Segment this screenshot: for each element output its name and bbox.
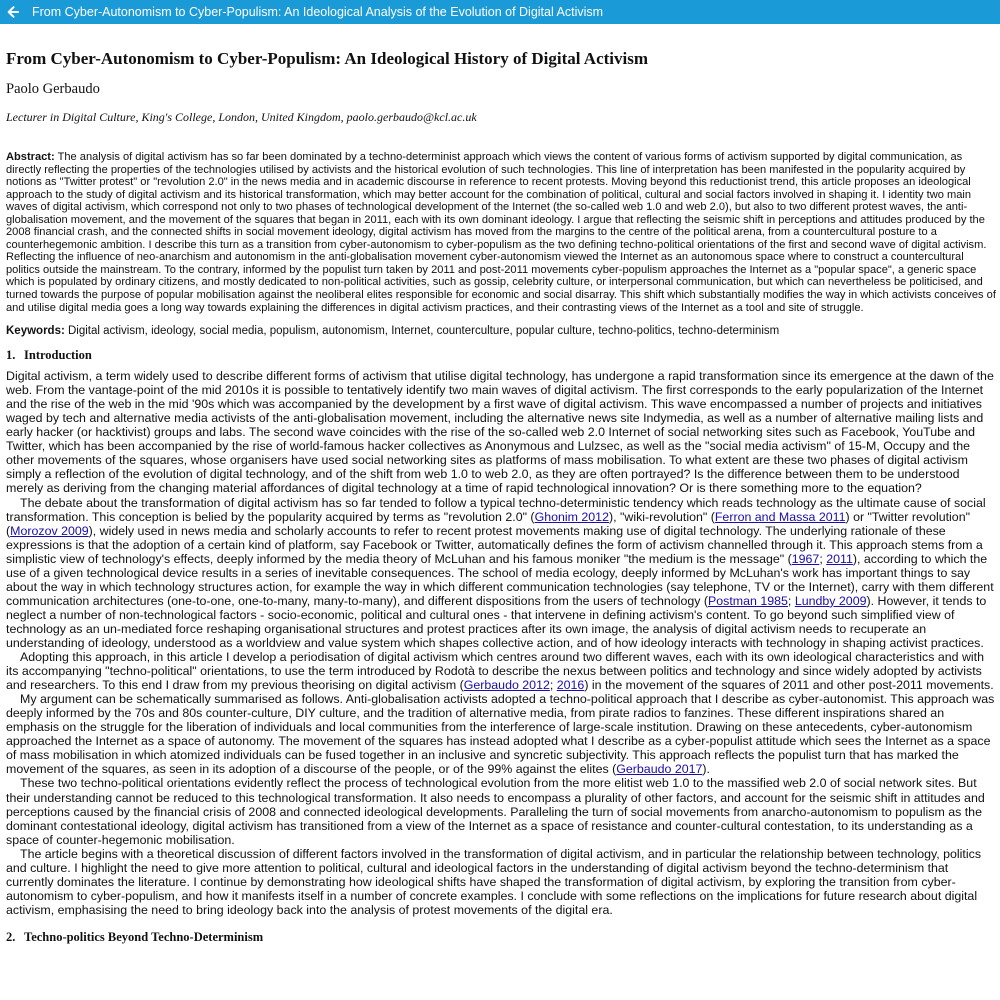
citation-link[interactable]: Ferron and Massa 2011 <box>714 509 846 524</box>
author-name: Paolo Gerbaudo <box>6 81 100 97</box>
top-bar <box>0 0 1000 24</box>
article-content <box>6 24 996 945</box>
text-span: ). <box>702 762 710 777</box>
section-number: 2. <box>6 929 16 944</box>
text-span: ). However, it tends to neglect a number of non-technological factors - socio-economic, political and cultural ones - that intervene in defining activism's content. To go beyond such simplified view of technology as an un-mediated force reshaping organisational structures and protest practices after its own image, the analysis of digital activism needs to recuperate an understanding of ideology, understood as a worldview and value system which shapes collective action, and of how ideology interacts with technology in shaping activist practices. <box>6 593 987 650</box>
section-heading-introduction <box>6 348 996 363</box>
citation-link[interactable]: 2016 <box>556 678 585 693</box>
paragraph-6: The article begins with a theoretical discussion of different factors involved in the transformation of digital activism, and in particular the relationship between technology, politics and culture. I highlight the need to give more attention to political, cultural and ideological factors in the understanding of digital activism beyond the techno-determinism that currently dominates the literature. I continue by demonstrating how ideological shifts have shaped the transformation of digital activism, by exploring the transition from cyber-autonomism to cyber-populism, and how it manifests itself in a number of concrete examples. I conclude with some reflections on the implications for future research about digital activism, emphasising the need to bring ideology back into the analysis of protest movements of the digital era. <box>6 846 982 917</box>
window-title: From Cyber-Autonomism to Cyber-Populism: An Ideological Analysis of the Evolution of Digital Activism <box>32 5 604 19</box>
article-title: From Cyber-Autonomism to Cyber-Populism: An Ideological History of Digital Activism <box>6 49 649 68</box>
paragraph-2 <box>6 496 996 651</box>
section-heading-techno-politics <box>6 930 996 945</box>
citation-link[interactable]: Gerbaudo 2012 <box>463 678 550 693</box>
citation-link[interactable]: Morozov 2009 <box>10 523 89 538</box>
paragraph-3 <box>6 650 996 692</box>
text-span: ; <box>549 678 557 693</box>
abstract-text: The analysis of digital activism has so far been dominated by a techno-determinist approach which views the content of various forms of activism supported by digital communication, as directly reflecting the properties of the technologies utilised by activists and the historical evolution of such technologies. This line of interpretation has been manifested in the popularity acquired by notions as "Twitter protest" or "revolution 2.0" in the news media and in academic discourse in reference to recent protests. Moving beyond this reductionist trend, this article proposes an ideological approach to the study of digital activism and its historical transformation, which may better account for the combination of political, cultural and social factors involved in shaping it. I identity two main waves of digital activism, which correspond not only to two phases of technological development of the Internet (the so-called web 1.0 and web 2.0), but also to two different protest waves, the anti-globalisation movement, and the movement of the squares that began in 2011, each with its own dominant ideology. I argue that reflecting the seismic shift in perceptions and attitudes produced by the 2008 financial crash, and the connected shifts in social movement ideology, digital activism has moved from the margins to the centre of the political arena, from a countercultural posture to a counterhegemonic ambition. I describe this turn as a transition from cyber-autonomism to cyber-populism as the two defining techno-political orientations of the first and second wave of digital activism. Reflecting the influence of neo-anarchism and autonomism in the anti-globalisation movement cyber-autonomism viewed the Internet as an autonomous space where to construct a countercultural politics outside the mainstream. To the contrary, informed by the populist turn taken by 2011 and post-2011 movements cyber-populism approaches the Internet as a "popular space", a generic space which is populated by ordinary citizens, and mostly dedicated to non-political activities, such as gossip, celebrity culture, or interpersonal communication, but which can nevertheless be politicised, and turned towards the purpose of popular mobilisation against the neoliberal elites responsible for economic and social disarray. This shift which substantially modifies the way in which activists conceives of and utilise digital media goes a long way towards explaining the differences in digital activism practices, and their contrasting views of the Internet as a tool and site of struggle. <box>6 151 996 314</box>
citation-link[interactable]: 2011 <box>826 551 853 566</box>
text-span: ; <box>819 551 827 566</box>
abstract <box>6 151 996 314</box>
text-span: ), "wiki-revolution" ( <box>608 509 715 524</box>
text-span: Adopting this approach, in this article I develop a periodisation of digital activism which centres around two different waves, each with its own ideological characteristics and with its accompanying "techno-political" orientations, to use the term introduced by Rodotà to describe the nexus between politics and technology and since widely adopted by activists and researchers. To this end I draw from my previous theorising on digital activism ( <box>6 650 984 693</box>
citation-link[interactable]: Lundby 2009 <box>794 593 867 608</box>
citation-link[interactable]: Ghonim 2012 <box>534 509 609 524</box>
text-span: ), according to which the use of a given technological device results in a series of inevitable consequences. The school of media ecology, deeply informed by McLuhan's work has important things to say about the way in which technology structures action, for example the way in which different communication technologies (say telephone, TV or the Internet), carry with them different communication architectures (one-to-one, one-to-many, many-to-many), and different dispositions from the users of technology ( <box>6 551 994 608</box>
text-span: ) in the movement of the squares of 2011 and other post-2011 movements. <box>584 678 994 693</box>
text-span: ), widely used in news media and scholarly accounts to refer to recent protest movements making use of digital technology. The underlying rationale of these expressions is that the adoption of a certain kind of platform, say Facebook or Twitter, automatically defines the form of activism channelled through it. This approach stems from a simplistic view of technology's effects, deeply informed by the media theory of McLuhan and his famous moniker "the medium is the message" ( <box>6 523 983 566</box>
paragraph-5: These two techno-political orientations evidently reflect the process of technological evolution from the more elitist web 1.0 to the massified web 2.0 of social network sites. But their understanding cannot be reduced to this technological transformation. It also needs to encompass a plurality of other factors, and account for the seismic shift in attitudes and perceptions caused by the financial crisis of 2008 and connected ideological developments. Paralleling the turn of social movements from anarcho-autonomism to populism as the dominant contestational ideology, digital activism has transitioned from a view of the Internet as a space of resistance and counter-cultural contestation, to its understanding as a space of counter-hegemonic mobilisation. <box>6 776 985 847</box>
section-title: Introduction <box>24 348 92 363</box>
keywords <box>6 324 996 338</box>
citation-link[interactable]: Gerbaudo 2017 <box>616 762 703 777</box>
citation-link[interactable]: Postman 1985 <box>708 593 788 608</box>
abstract-label: Abstract: <box>6 151 55 163</box>
keywords-text: Digital activism, ideology, social media, populism, autonomism, Internet, counterculture, popular culture, techno-politics, techno-determinism <box>68 325 780 338</box>
citation-link[interactable]: 1967 <box>791 551 820 566</box>
back-arrow-icon[interactable] <box>2 0 24 24</box>
text-span: The debate about the transformation of digital activism has so far tended to follow a typical techno-deterministic tendency which reads technology as the ultimate cause of social transformation. This conception is belied by the popularity acquired by terms as "revolution 2.0" ( <box>6 495 986 524</box>
section-number: 1. <box>6 348 16 363</box>
author-affiliation: Lecturer in Digital Culture, King's College, London, United Kingdom, paolo.gerbaudo@kcl.ac.uk <box>6 110 477 124</box>
section-title: Techno-politics Beyond Techno-Determinism <box>24 929 264 944</box>
text-span: My argument can be schematically summarised as follows. Anti-globalisation activists adopted a techno-political approach that I describe as cyber-autonomist. This approach was deeply informed by the 70s and 80s counter-culture, DIY culture, and the tradition of alternative media, from pirate radios to fanzines. These different inspirations shared an emphasis on the struggle for the liberation of individuals and local communities from the interference of large-scale institution. Drawing on these antecedents, cyber-autonomism approached the Internet as a space of autonomy. The movement of the squares has instead adopted what I describe as a cyber-populist attitude which sees the Internet as a space of mass mobilisation in which atomized individuals can be fused together in an inclusive and syncretic subjectivity. This approach reflects the populist turn that has marked the movement of the squares, as seen in its adoption of a discourse of the people, or of the 99% against the elites ( <box>6 692 995 777</box>
keywords-label: Keywords: <box>6 325 65 338</box>
paragraph-4 <box>6 692 996 776</box>
text-span: ; <box>787 593 795 608</box>
paragraph-1: Digital activism, a term widely used to describe different forms of activism that utilise digital technology, has undergone a rapid transformation since its emergence at the dawn of the web. From the vantage-point of the mid 2010s it is possible to tentatively identify two main waves of digital activism. The first corresponds to the early popularization of the Internet and the rise of the web in the mid '90s which was accompanied by the development by a first wave of digital activism. This wave encompassed a number of projects and initiatives waged by tech and alternative media activists of the anti-globalisation movement, including the alternative news site Indymedia, as well as a number of alternative mailing lists and early hacker (or hacktivist) groups and labs. The second wave coincides with the rise of the so-called web 2.0 Internet of social networking sites such as Facebook, YouTube and Twitter, which has been accompanied by the rise of world-famous hacker collectives as Anonymous and Lulzsec, as well as the "social media activism" of 15-M, Occupy and the other movements of the squares, whose organisers have used social networking sites as platforms of mass mobilisation. To what extent are these two phases of digital activism simply a reflection of the evolution of digital technology, and of the shift from web 1.0 to web 2.0, as they are often portrayed? Is the difference between them to be understood merely as deriving from the changing material affordances of digital technology at a time of rapid technological innovation? Or is there something more to the equation? <box>6 369 994 496</box>
text-span: ) or "Twitter revolution" ( <box>6 509 970 538</box>
